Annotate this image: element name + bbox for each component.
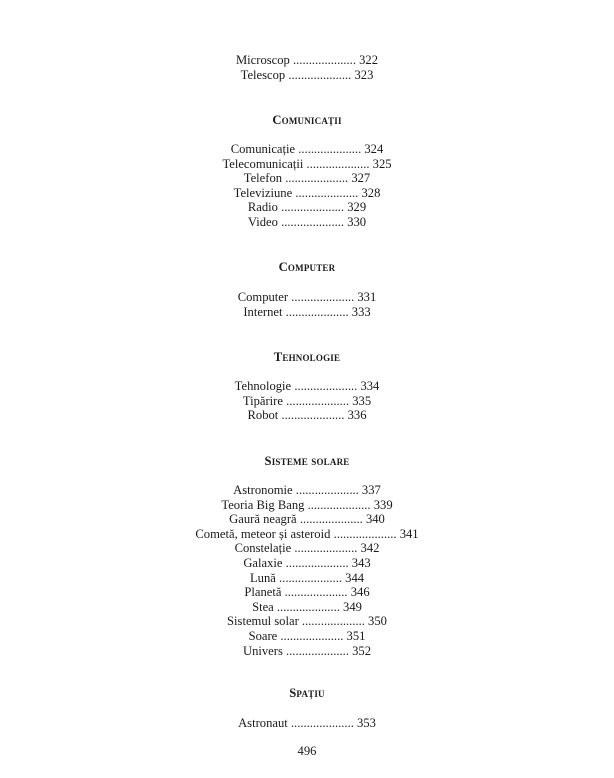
toc-entry bbox=[0, 527, 614, 542]
toc-entry-page: 351 bbox=[346, 628, 366, 643]
section-heading: Computer bbox=[278, 260, 336, 274]
toc-entry bbox=[0, 600, 614, 615]
toc-entry bbox=[0, 394, 614, 409]
toc-entry bbox=[0, 186, 614, 201]
toc-entry-leader: .................... bbox=[285, 555, 349, 570]
toc-entry-leader: .................... bbox=[276, 599, 340, 614]
page-number: 496 bbox=[297, 744, 317, 758]
toc-entry-leader: .................... bbox=[281, 200, 345, 215]
toc-entry-title: Stea bbox=[252, 599, 274, 614]
toc-entry-title: Telecomunicații bbox=[222, 156, 304, 171]
toc-entry-title: Galaxie bbox=[243, 555, 283, 570]
toc-entry bbox=[0, 157, 614, 172]
toc-entry bbox=[0, 53, 614, 68]
toc-entry-page: 344 bbox=[345, 570, 365, 585]
toc-entry-page: 328 bbox=[361, 185, 381, 200]
toc-entry-leader: .................... bbox=[291, 290, 355, 304]
toc-entry bbox=[0, 629, 614, 644]
toc-entry-leader: .................... bbox=[288, 67, 352, 82]
toc-entry bbox=[0, 483, 614, 498]
toc-entry-page: 349 bbox=[343, 599, 362, 614]
toc-entries-tehnologie bbox=[0, 379, 614, 423]
toc-entry-page: 325 bbox=[372, 156, 392, 171]
toc-entry-page: 331 bbox=[357, 290, 377, 304]
toc-entry-title: Televiziune bbox=[233, 185, 293, 200]
toc-entry-leader: .................... bbox=[294, 541, 358, 556]
toc-entries-computer bbox=[0, 290, 614, 319]
toc-entry-leader: .................... bbox=[307, 497, 371, 512]
toc-entry-title: Tehnologie bbox=[234, 379, 292, 393]
toc-entry-title: Telefon bbox=[243, 171, 283, 186]
toc-entry-leader: .................... bbox=[295, 483, 359, 497]
toc-entry-leader: .................... bbox=[286, 643, 349, 658]
toc-entry-leader: .................... bbox=[280, 628, 344, 643]
toc-entry-leader: .................... bbox=[286, 393, 350, 408]
toc-entry-page: 350 bbox=[368, 614, 387, 629]
toc-entry bbox=[0, 200, 614, 215]
toc-entry-page: 336 bbox=[347, 408, 367, 423]
toc-entry bbox=[0, 716, 614, 731]
toc-entry bbox=[0, 556, 614, 571]
toc-entry-leader: .................... bbox=[281, 214, 345, 229]
toc-entry-title: Astronaut bbox=[238, 716, 288, 730]
toc-entry bbox=[0, 142, 614, 157]
toc-entry-page: 327 bbox=[351, 171, 371, 186]
toc-entry-title: Telescop bbox=[240, 67, 286, 82]
toc-entry-title: Comunicație bbox=[230, 142, 296, 156]
toc-entry-title: Microscop bbox=[235, 53, 290, 67]
toc-entry-title: Sistemul solar bbox=[227, 614, 299, 629]
section-heading: Tehnologie bbox=[273, 350, 341, 364]
toc-entry-title: Soare bbox=[248, 628, 278, 643]
toc-entry-title: Lună bbox=[249, 570, 276, 585]
toc-entries-spatiu bbox=[0, 716, 614, 731]
toc-entry-title: Cometă, meteor și asteroid bbox=[195, 526, 331, 541]
toc-entry-title: Teoria Big Bang bbox=[221, 497, 305, 512]
toc-entry bbox=[0, 305, 614, 320]
toc-entry-page: 341 bbox=[399, 526, 419, 541]
toc-entry bbox=[0, 290, 614, 305]
toc-entry bbox=[0, 68, 614, 83]
toc-entry bbox=[0, 541, 614, 556]
toc-section-sisteme-solare bbox=[0, 453, 614, 469]
toc-entry-leader: .................... bbox=[306, 156, 370, 171]
toc-entry bbox=[0, 171, 614, 186]
toc-entry-page: 329 bbox=[347, 200, 367, 215]
toc-entry-page: 333 bbox=[351, 304, 371, 319]
toc-entry-leader: .................... bbox=[290, 716, 354, 730]
page-number-block bbox=[0, 743, 614, 759]
toc-entry-leader: .................... bbox=[301, 614, 365, 629]
toc-entry-page: 335 bbox=[352, 393, 372, 408]
toc-entry bbox=[0, 498, 614, 513]
toc-entry-title: Radio bbox=[247, 200, 278, 215]
toc-entry-title: Gaură neagră bbox=[229, 512, 297, 527]
toc-entry bbox=[0, 512, 614, 527]
toc-entry-leader: .................... bbox=[281, 408, 345, 423]
toc-entry-leader: .................... bbox=[294, 379, 358, 393]
toc-entry-title: Univers bbox=[242, 643, 283, 658]
toc-entry-title: Video bbox=[247, 214, 278, 229]
toc-entry-leader: .................... bbox=[284, 585, 348, 600]
toc-entry-page: 323 bbox=[354, 67, 374, 82]
toc-entry-leader: .................... bbox=[299, 512, 363, 527]
toc-entry-leader: .................... bbox=[298, 142, 362, 156]
toc-entry-leader: .................... bbox=[295, 185, 359, 200]
toc-entry-title: Robot bbox=[247, 408, 279, 423]
toc-section-continued bbox=[0, 53, 614, 82]
toc-entry-leader: .................... bbox=[285, 304, 349, 319]
toc-entry-leader: .................... bbox=[333, 526, 397, 541]
toc-section-tehnologie bbox=[0, 349, 614, 365]
toc-entry-title: Computer bbox=[237, 290, 289, 304]
toc-entry-title: Tipărire bbox=[242, 393, 283, 408]
toc-entry-title: Internet bbox=[243, 304, 283, 319]
toc-section-spatiu bbox=[0, 685, 614, 701]
toc-section-computer bbox=[0, 259, 614, 275]
toc-section-comunicatii bbox=[0, 112, 614, 128]
toc-entries-comunicatii bbox=[0, 142, 614, 230]
toc-entry bbox=[0, 614, 614, 629]
toc-entry-page: 322 bbox=[359, 53, 379, 67]
toc-entry bbox=[0, 644, 614, 659]
toc-entry-page: 324 bbox=[364, 142, 384, 156]
section-heading: Spațiu bbox=[289, 686, 325, 700]
toc-entry-page: 352 bbox=[352, 643, 372, 658]
toc-entry-page: 346 bbox=[350, 585, 370, 600]
toc-entry-page: 353 bbox=[357, 716, 376, 730]
toc-entry-leader: .................... bbox=[285, 171, 349, 186]
toc-entry-page: 337 bbox=[361, 483, 381, 497]
toc-entry bbox=[0, 571, 614, 586]
toc-entry bbox=[0, 215, 614, 230]
toc-entry bbox=[0, 379, 614, 394]
toc-entry bbox=[0, 585, 614, 600]
toc-entry-leader: .................... bbox=[293, 53, 356, 67]
toc-entries-sisteme-solare bbox=[0, 483, 614, 658]
toc-entry bbox=[0, 408, 614, 423]
toc-entry-page: 334 bbox=[360, 379, 380, 393]
toc-entry-page: 339 bbox=[373, 497, 393, 512]
toc-entry-title: Constelație bbox=[234, 541, 292, 556]
toc-entry-leader: .................... bbox=[279, 570, 342, 585]
toc-entry-page: 340 bbox=[365, 512, 385, 527]
toc-entry-page: 343 bbox=[351, 555, 371, 570]
section-heading: Sisteme solare bbox=[264, 454, 350, 468]
toc-entry-page: 330 bbox=[347, 214, 367, 229]
section-heading: Comunicații bbox=[272, 113, 342, 127]
toc-entry-title: Planetă bbox=[244, 585, 282, 600]
toc-entry-page: 342 bbox=[360, 541, 380, 556]
toc-entry-title: Astronomie bbox=[233, 483, 293, 497]
